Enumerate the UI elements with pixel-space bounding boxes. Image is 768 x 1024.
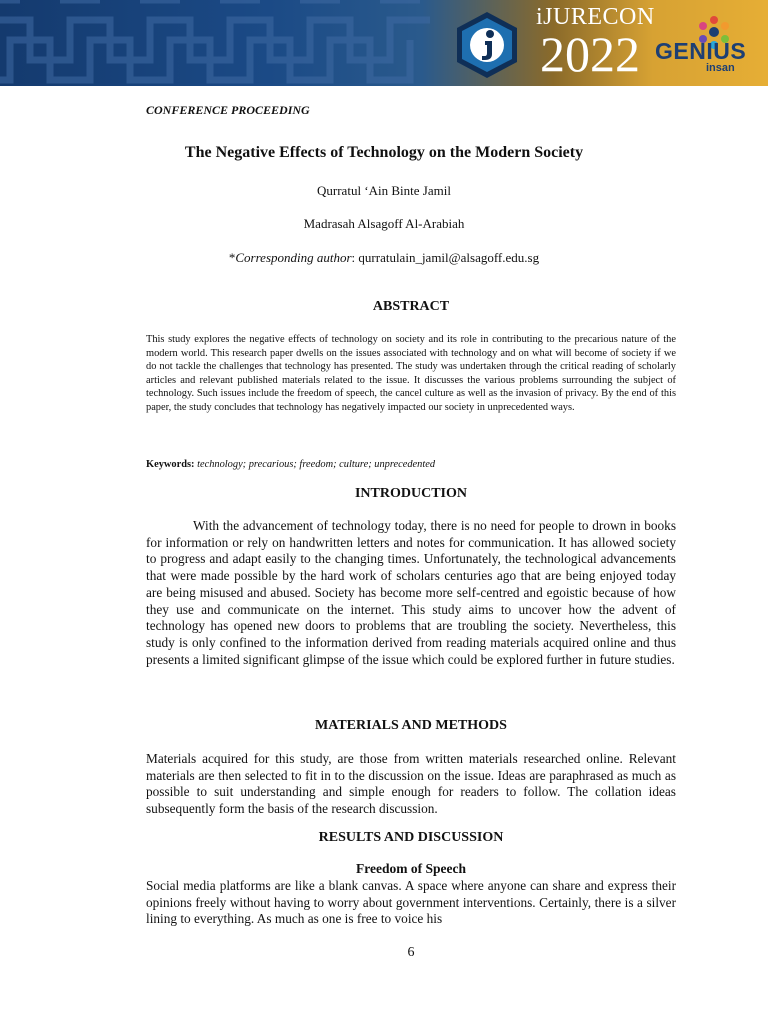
corresponding-author <box>0 250 768 266</box>
methods-heading: MATERIALS AND METHODS <box>315 718 507 733</box>
introduction-heading: INTRODUCTION <box>354 486 467 501</box>
keywords-line <box>146 459 435 470</box>
author-affiliation: Madrasah Alsagoff Al-Arabiah <box>303 216 465 231</box>
paper-title: The Negative Effects of Technology on the Modern Society <box>184 144 584 161</box>
partner-logo-text: GENIUS <box>655 38 747 64</box>
author-name: Qurratul ‘Ain Binte Jamil <box>317 183 451 198</box>
freedom-of-speech-subheading: Freedom of Speech <box>356 861 466 876</box>
corresponding-prefix: * <box>228 250 236 265</box>
conference-banner <box>0 0 768 86</box>
corresponding-email: : qurratulain_jamil@alsagoff.edu.sg <box>351 250 540 265</box>
brand-year: 2022 <box>540 26 640 82</box>
keywords-list: technology; precarious; freedom; culture; unprecedented <box>197 459 436 470</box>
banner-pattern <box>0 0 460 86</box>
methods-text: Materials acquired for this study, are those from written materials researched online. Relevant materials are then selected to fit in to the discussion on the issue. Ideas are paraphrased as much as possible to suit understanding and simple enough for readers to follow. The collation ideas subsequently form the basis of the research discussion. <box>146 751 676 817</box>
conference-proceeding-label: CONFERENCE PROCEEDING <box>146 103 310 117</box>
results-heading: RESULTS AND DISCUSSION <box>318 830 504 845</box>
introduction-text: With the advancement of technology today, there is no need for people to drown in books for information or rely on handwritten letters and notes for communication. It has allowed society to progress and adapt easily to the changing times. Unfortunately, the technological advancements that were made possible by the hard work of scholars centuries ago that are being enjoyed today are being misused and abused. Society has become more self-centred and egoistic because of how they use and communicate on the internet. This study aims to uncover how the advent of technology has opened new doors to problems that are troubling the society. Nevertheless, this study is only confined to the information derived from reading materials acquired online and thus presents a limited significant glimpse of the issue which could be explored further in future studies. <box>146 518 676 667</box>
brand-title: iJURECON <box>536 4 655 30</box>
results-text: Social media platforms are like a blank canvas. A space where anyone can share and express their opinions freely without having to worry about government interventions. Certainly, there is a silver lining to everything. As much as one is free to voice his <box>146 878 676 927</box>
page-number: 6 <box>407 945 415 960</box>
abstract-text: This study explores the negative effects of technology on society and its role in contributing to the precarious nature of the modern world. This research paper dwells on the issues associated with technology and on what will become of society if we do not tackle the challenges that technology has presented. The study was undertaken through the critical reading of scholarly articles and relevant published materials related to the issue. It discusses the various problems surrounding the subject of technology. Such issues include the freedom of speech, the cancel culture as well as the invasion of privacy. By the end of this paper, the study concludes that technology has negatively impacted our society in unprecedented ways. <box>146 334 676 413</box>
keywords-label: Keywords: <box>146 459 195 470</box>
partner-logo-subtext: insan <box>706 62 735 74</box>
corresponding-label: Corresponding author <box>235 250 352 265</box>
abstract-heading: ABSTRACT <box>372 299 450 314</box>
ijurecon-hex-logo-icon <box>452 10 522 80</box>
